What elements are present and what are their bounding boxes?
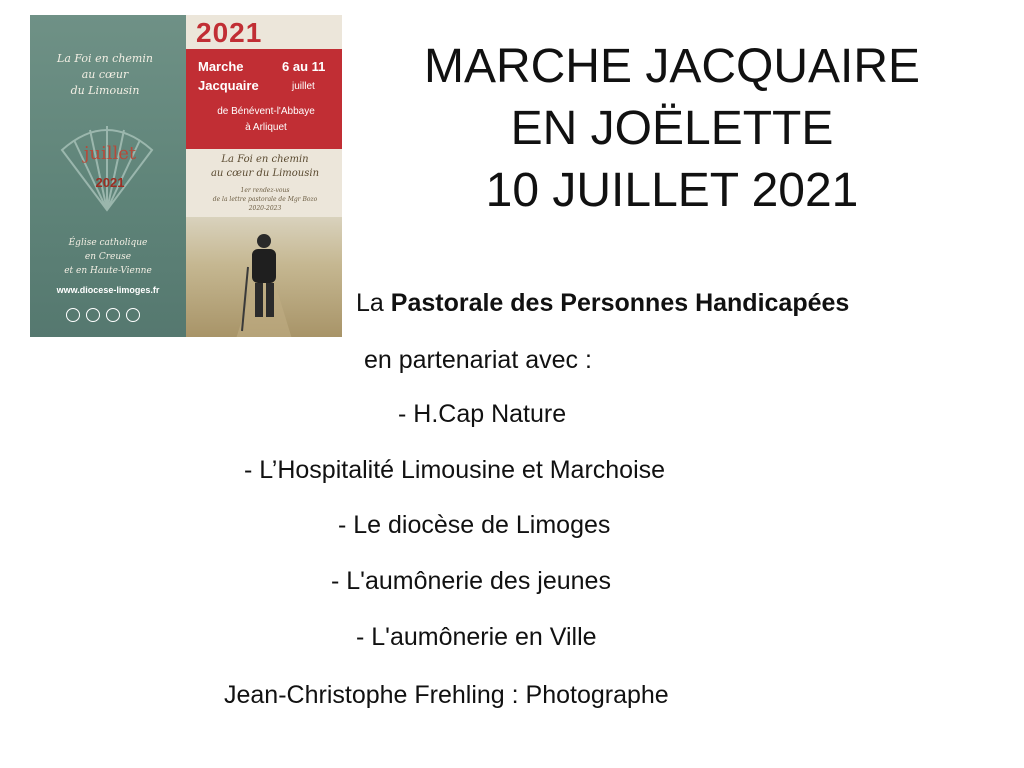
partner-item: - L'aumônerie en Ville — [356, 623, 597, 651]
youtube-icon — [66, 308, 80, 322]
poster-dates: 6 au 11 — [282, 59, 326, 74]
poster-script-line: au cœur — [81, 68, 129, 81]
poster-script-right: La Foi en chemin — [221, 154, 309, 165]
poster-script-right: au cœur du Limousin — [210, 168, 320, 179]
poster-juillet: juillet — [292, 81, 315, 92]
poster-red-banner — [186, 49, 342, 149]
poster-hiker-photo — [186, 217, 342, 337]
twitter-icon — [126, 308, 140, 322]
title-line-1: MARCHE JACQUAIRE — [423, 40, 921, 93]
organizer-prefix: La — [356, 289, 391, 317]
partner-item: - Le diocèse de Limoges — [338, 511, 611, 539]
poster-right-panel — [186, 15, 342, 337]
facebook-icon — [106, 308, 120, 322]
title-line-2: EN JOËLETTE — [510, 102, 834, 155]
poster-tiny-line: 2020-2023 — [248, 205, 282, 212]
organizer-line — [356, 286, 849, 320]
scallop-shell-icon — [52, 110, 162, 220]
poster-church-line: et en Haute-Vienne — [64, 266, 152, 276]
poster-tiny-line: 1er rendez-vous — [240, 187, 290, 194]
partner-item: - H.Cap Nature — [398, 400, 567, 428]
hiker-silhouette — [236, 227, 292, 337]
title-line-3: 10 JUILLET 2021 — [485, 164, 859, 217]
poster-website: www.diocese-limoges.fr — [56, 285, 160, 295]
poster-year: 2021 — [95, 175, 125, 190]
poster-marche: Marche — [198, 59, 244, 74]
poster-left-panel — [30, 15, 186, 337]
photographer-credit: Jean-Christophe Frehling : Photographe — [224, 681, 669, 709]
poster-church-line: Église catholique — [68, 238, 148, 248]
poster-jacquaire: Jacquaire — [198, 78, 259, 93]
poster-from: de Bénévent-l'Abbaye — [217, 106, 315, 117]
poster-church-line: en Creuse — [84, 252, 132, 262]
poster-script-line: La Foi en chemin — [57, 52, 153, 65]
poster-tiny-line: de la lettre pastorale de Mgr Bozo — [212, 196, 318, 203]
partner-label: en partenariat avec : — [364, 346, 592, 374]
event-poster — [30, 15, 342, 337]
poster-month: juillet — [83, 143, 137, 164]
poster-to: à Arliquet — [245, 122, 287, 133]
organizer-name: Pastorale des Personnes Handicapées — [390, 289, 850, 317]
page-title — [352, 36, 992, 222]
poster-social-icons — [66, 308, 140, 322]
poster-script-line: du Limousin — [70, 84, 140, 97]
partner-item: - L'aumônerie des jeunes — [331, 567, 611, 595]
poster-big-year: 2021 — [196, 17, 263, 48]
instagram-icon — [86, 308, 100, 322]
partner-item: - L’Hospitalité Limousine et Marchoise — [244, 456, 666, 484]
